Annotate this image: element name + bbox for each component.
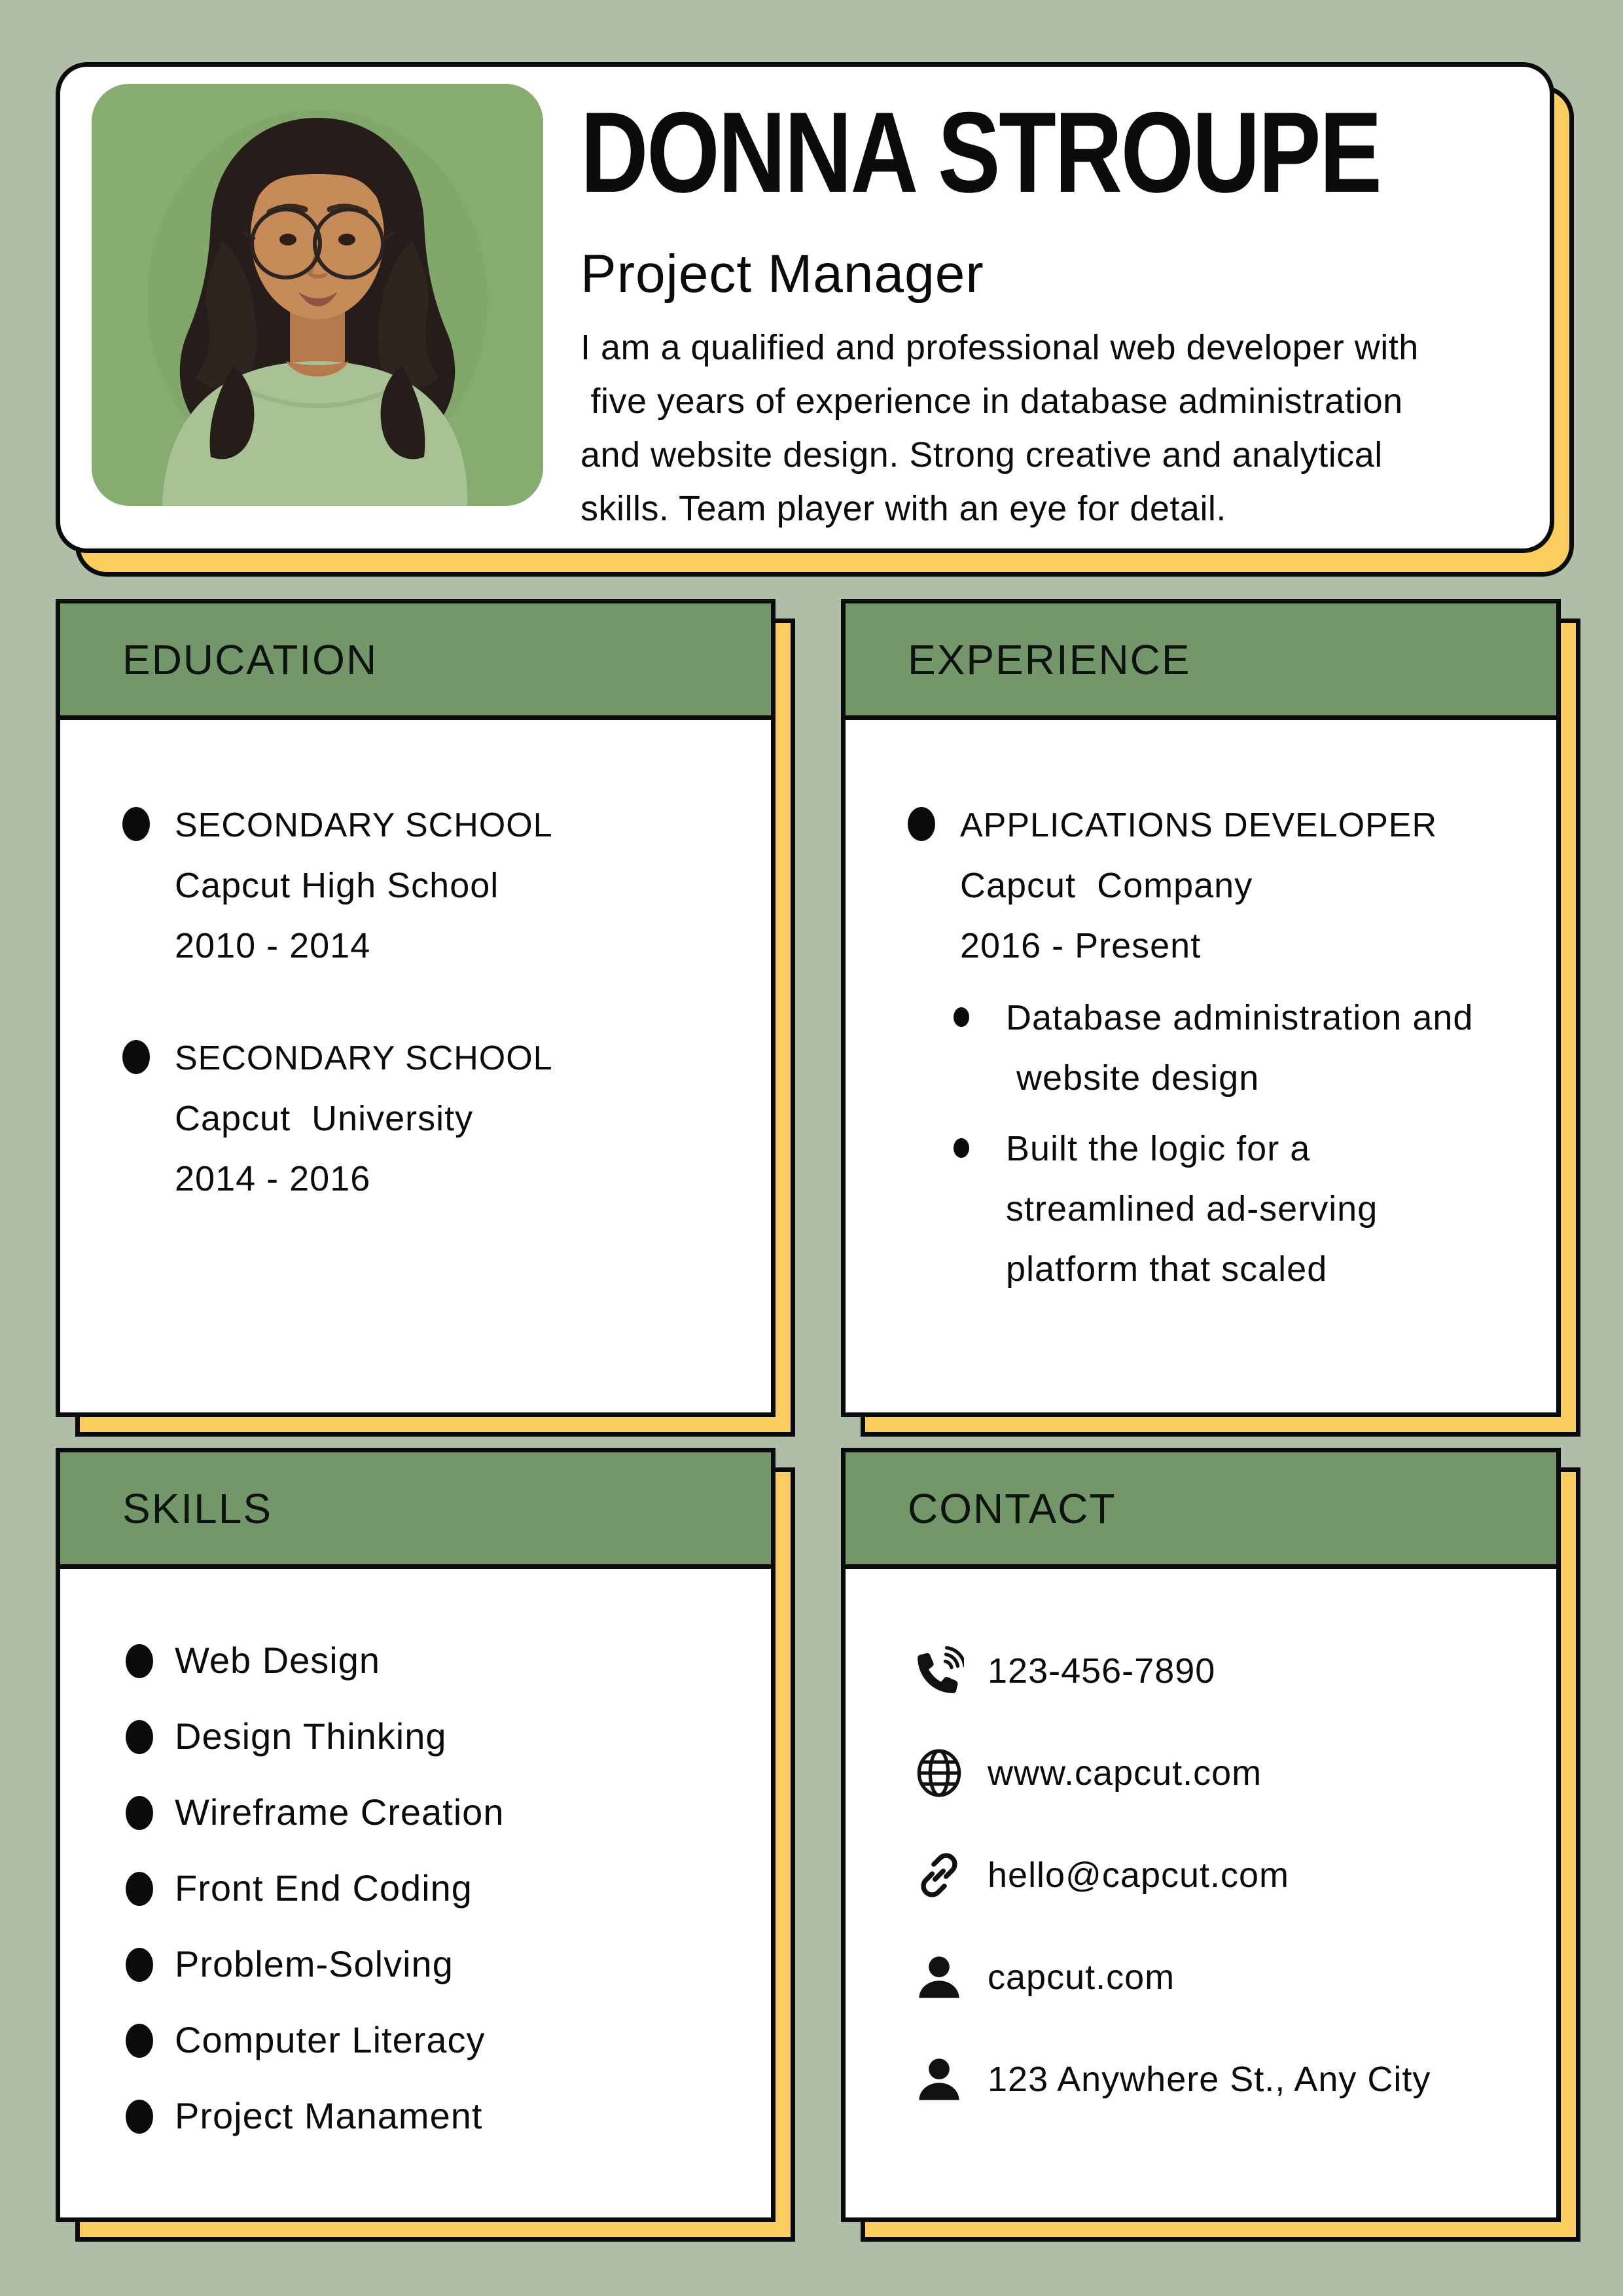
experience-bullet-line: website design — [1006, 1058, 1260, 1098]
skills-section-body — [56, 1569, 776, 2222]
skill-label: Computer Literacy — [175, 2019, 486, 2060]
entry-school: Capcut University — [175, 1099, 474, 1138]
skill-item — [60, 1641, 771, 1680]
contact-row — [846, 1850, 1556, 1900]
contact-value: 123 Anywhere St., Any City — [988, 2060, 1431, 2099]
candidate-name: DONNA STROUPE — [580, 89, 1381, 217]
bullet-icon — [126, 1644, 153, 1678]
experience-section-body — [841, 720, 1561, 1417]
contact-value: hello@capcut.com — [988, 1856, 1290, 1895]
bullet-icon — [126, 2024, 153, 2058]
bullet-icon — [908, 807, 935, 841]
education-section-body — [56, 720, 776, 1417]
experience-bullet-line: streamlined ad-serving — [1006, 1189, 1378, 1229]
contact-value: 123-456-7890 — [988, 1651, 1216, 1691]
bullet-icon — [126, 1720, 153, 1754]
portrait-illustration — [92, 84, 543, 506]
contact-row — [846, 1646, 1556, 1696]
experience-bullet-line: platform that scaled — [1006, 1249, 1328, 1289]
education-entry — [60, 795, 771, 976]
header-text-block — [580, 67, 1529, 535]
skill-label: Design Thinking — [175, 1715, 447, 1757]
person-icon — [914, 2054, 964, 2104]
entry-dates: 2014 - 2016 — [175, 1159, 371, 1198]
education-entry — [60, 1028, 771, 1209]
portrait-photo — [92, 84, 543, 506]
experience-bullet-line: Built the logic for a — [1006, 1129, 1311, 1168]
bullet-icon — [954, 1138, 969, 1158]
phone-icon — [914, 1646, 964, 1696]
entry-school: Capcut High School — [175, 866, 499, 905]
skill-item — [60, 1793, 771, 1832]
bullet-icon — [122, 1040, 150, 1074]
bullet-icon — [126, 1796, 153, 1830]
skill-label: Project Manament — [175, 2095, 483, 2136]
summary-line: I am a qualified and professional web developer with — [580, 328, 1419, 367]
skill-item — [60, 1717, 771, 1756]
skill-label: Wireframe Creation — [175, 1791, 505, 1833]
experience-section-header — [841, 599, 1561, 720]
experience-bullet — [846, 988, 1556, 1108]
person-icon — [914, 1952, 964, 2002]
bullet-icon — [122, 807, 150, 841]
skill-label: Front End Coding — [175, 1867, 473, 1909]
contact-value: www.capcut.com — [988, 1753, 1262, 1793]
contact-row — [846, 1952, 1556, 2002]
bullet-icon — [954, 1007, 969, 1027]
skill-item — [60, 1945, 771, 1984]
bullet-icon — [126, 1872, 153, 1906]
contact-section-body — [841, 1569, 1561, 2222]
entry-title: SECONDARY SCHOOL — [175, 806, 553, 844]
contact-section-header — [841, 1448, 1561, 1569]
contact-heading: CONTACT — [908, 1484, 1116, 1532]
experience-dates: 2016 - Present — [960, 926, 1202, 965]
experience-bullet — [846, 1119, 1556, 1299]
experience-heading: EXPERIENCE — [908, 636, 1191, 683]
bullet-icon — [126, 2100, 153, 2134]
skill-item — [60, 2096, 771, 2136]
entry-title: SECONDARY SCHOOL — [175, 1039, 553, 1077]
skill-label: Problem-Solving — [175, 1943, 454, 1984]
experience-bullet-line: Database administration and — [1006, 998, 1474, 1037]
experience-entry — [846, 795, 1556, 976]
summary-paragraph — [580, 321, 1529, 535]
education-section-header — [56, 599, 776, 720]
skill-item — [60, 1869, 771, 1908]
link-icon — [914, 1850, 964, 1900]
job-title: Project Manager — [580, 244, 984, 304]
skill-item — [60, 2020, 771, 2060]
education-heading: EDUCATION — [122, 636, 378, 683]
bullet-icon — [126, 1948, 153, 1982]
skill-label: Web Design — [175, 1640, 381, 1681]
skills-heading: SKILLS — [122, 1484, 273, 1532]
contact-row — [846, 2054, 1556, 2104]
contact-value: capcut.com — [988, 1958, 1175, 1997]
contact-row — [846, 1748, 1556, 1798]
summary-line: five years of experience in database administration — [580, 382, 1403, 421]
globe-icon — [914, 1748, 964, 1798]
header-card — [56, 62, 1554, 553]
experience-title: APPLICATIONS DEVELOPER — [960, 806, 1438, 844]
summary-line: and website design. Strong creative and analytical — [580, 435, 1383, 475]
entry-dates: 2010 - 2014 — [175, 926, 371, 965]
summary-line: skills. Team player with an eye for detail. — [580, 489, 1226, 528]
experience-company: Capcut Company — [960, 866, 1253, 905]
skills-section-header — [56, 1448, 776, 1569]
